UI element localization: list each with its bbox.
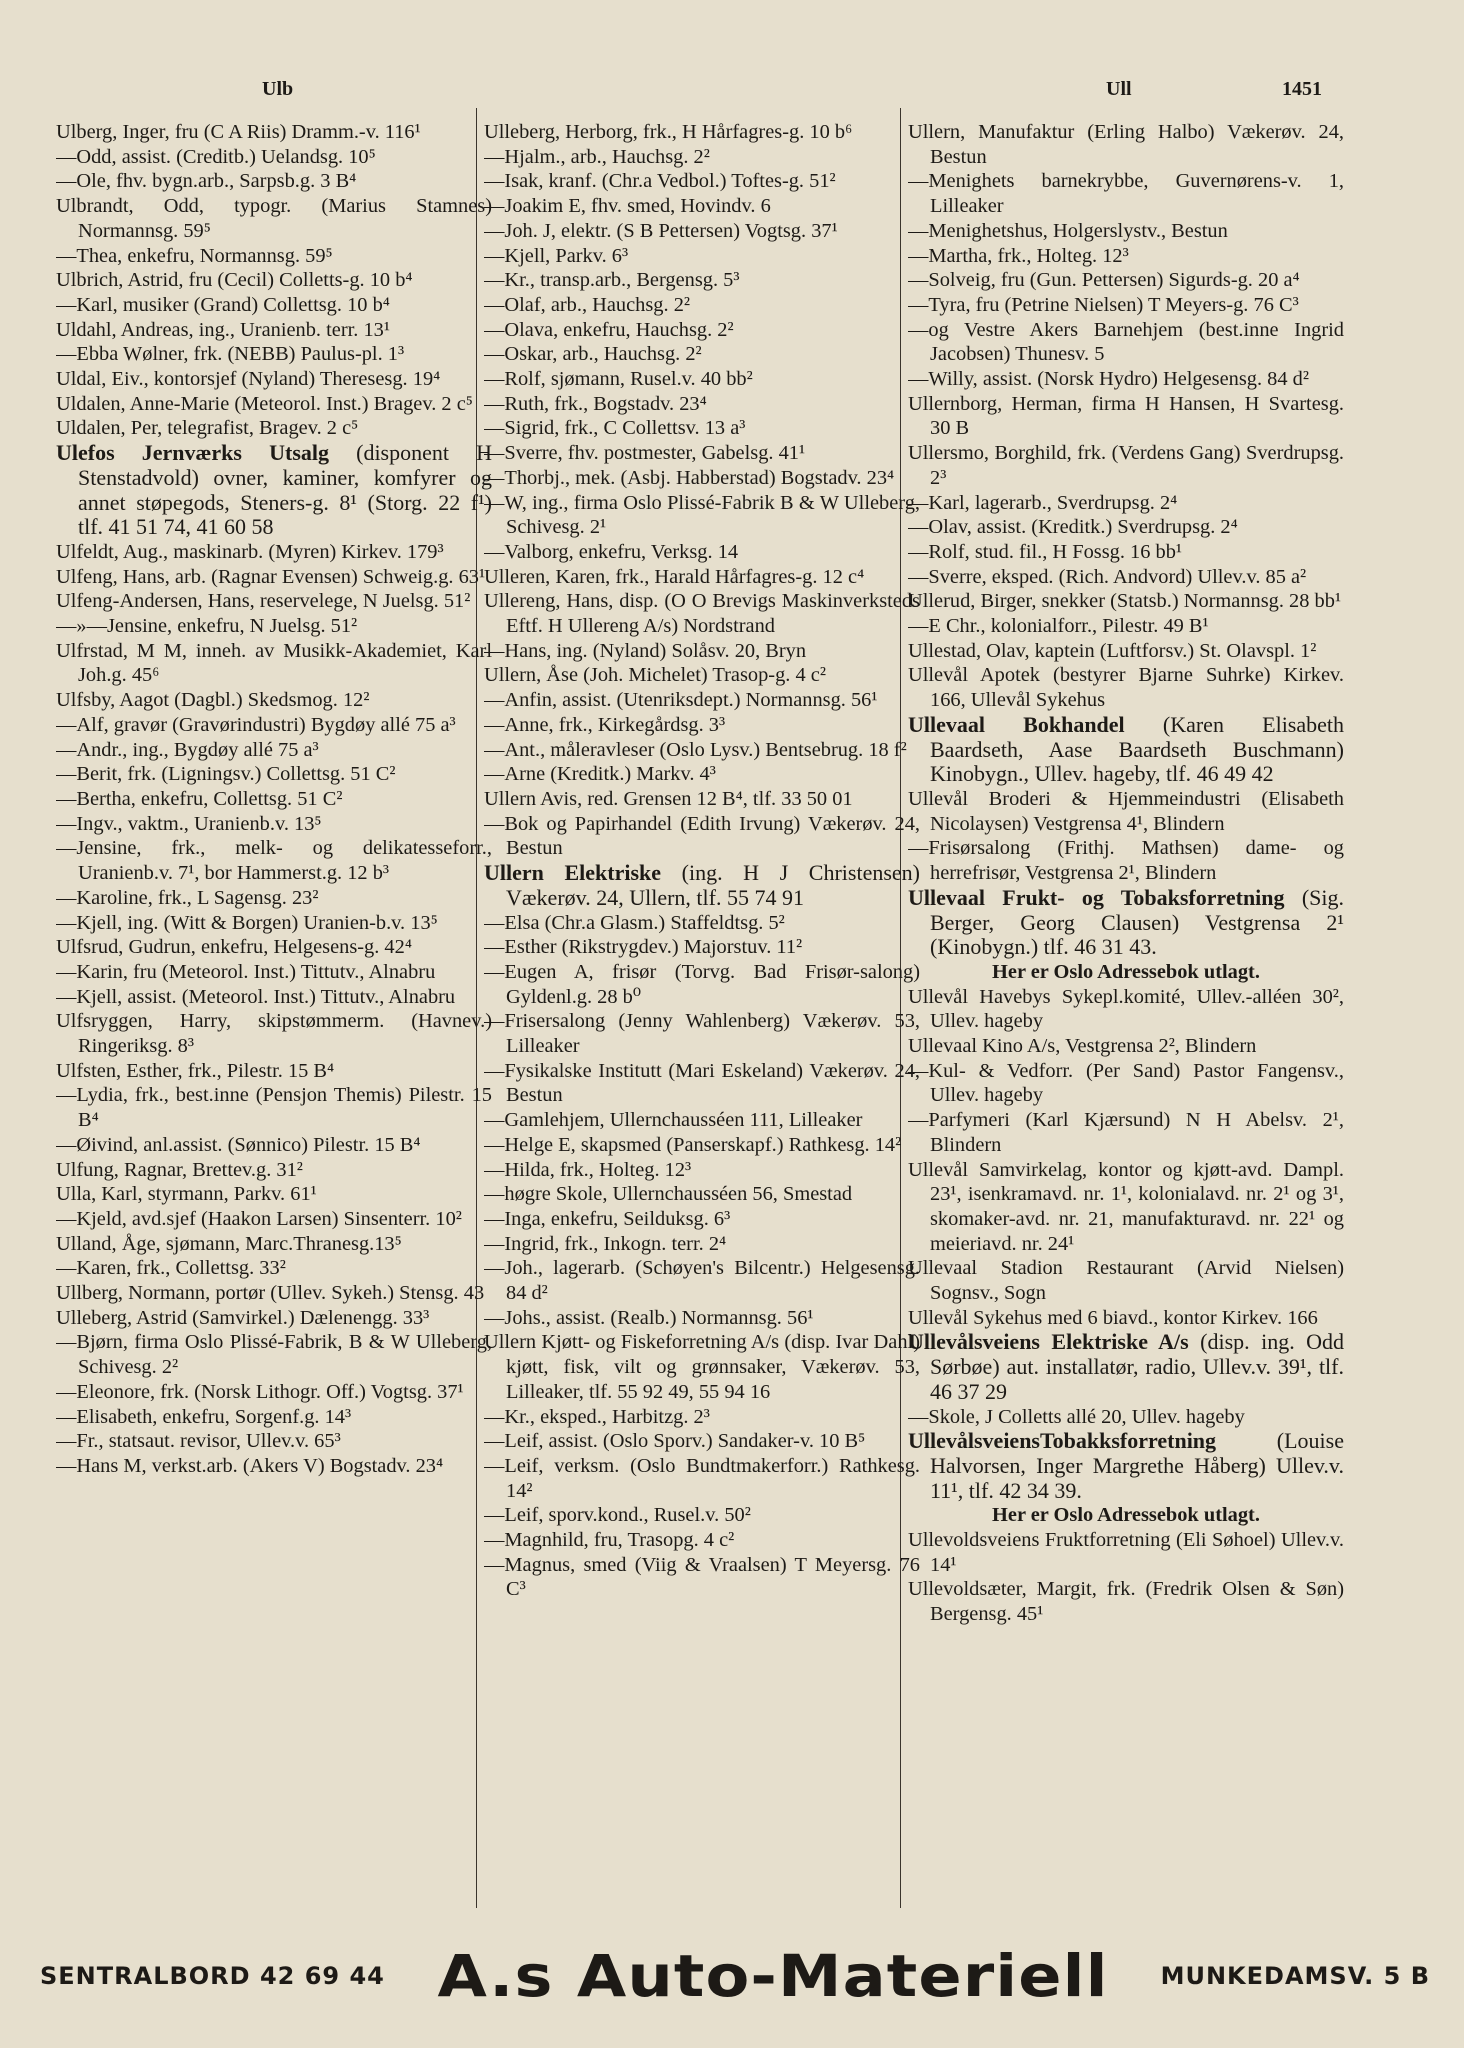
entry-text: —Andr., ing., Bygdøy allé 75 a³ <box>56 738 319 761</box>
entry-text: —Menighets barnekrybbe, Guvernørens-v. 1, Lilleaker <box>908 170 1344 218</box>
entry-text: Ulleberg, Herborg, frk., H Hårfagres-g. 10 b⁶ <box>484 121 853 143</box>
entry-text: Uldalen, Per, telegrafist, Bragev. 2 c⁵ <box>56 417 359 440</box>
directory-entry <box>56 762 492 787</box>
directory-entry <box>908 713 1344 787</box>
entry-text: —Elisabeth, enkefru, Sorgenf.g. 14³ <box>56 1405 352 1428</box>
directory-entry <box>908 244 1344 269</box>
entry-text: Ulland, Åge, sjømann, Marc.Thranesg.13⁵ <box>56 1232 402 1255</box>
entry-text: —Sverre, eksped. (Rich. Andvord) Ullev.v. 85 a² <box>908 565 1307 588</box>
directory-entry <box>484 169 920 194</box>
entry-text: —Anfin, assist. (Utenriksdept.) Normannsg. 56¹ <box>484 689 878 712</box>
directory-entry <box>484 1133 920 1158</box>
entry-text: (Louise Halvorsen, Inger Margrethe Håberg) Ullev.v. 11¹, tlf. 42 34 39. <box>930 1428 1344 1503</box>
entry-text: —Fysikalske Institutt (Mari Eskeland) Vækerøv. 24, Bestun <box>484 1059 920 1107</box>
entry-text: —Olava, enkefru, Hauchsg. 2² <box>484 318 734 341</box>
entry-text: Ulleren, Karen, frk., Harald Hårfagres-g. 12 c⁴ <box>484 565 865 588</box>
entry-text: —Kjeld, avd.sjef (Haakon Larsen) Sinsenterr. 10² <box>56 1207 462 1230</box>
directory-entry <box>56 1256 492 1281</box>
entry-text: Uldahl, Andreas, ing., Uranienb. terr. 13¹ <box>56 318 390 341</box>
directory-entry <box>56 1059 492 1084</box>
entry-text: —Jensine, frk., melk- og delikatesseforr., Uranienb.v. 7¹, bor Hammerst.g. 12 b³ <box>56 837 492 885</box>
directory-entry <box>484 244 920 269</box>
entry-text: Ulfeng-Andersen, Hans, reservelege, N Juelsg. 51² <box>56 590 471 613</box>
entry-text: —Bertha, enkefru, Collettsg. 51 C² <box>56 787 343 810</box>
directory-entry <box>484 1182 920 1207</box>
entry-text: Ullevål Apotek (bestyrer Bjarne Suhrke) Kirkev. 166, Ullevål Sykehus <box>908 664 1344 712</box>
directory-entry <box>484 1454 920 1503</box>
directory-entry <box>908 1034 1344 1059</box>
entry-text: —Menighetshus, Holgerslystv., Bestun <box>908 219 1228 242</box>
entry-text: —Valborg, enkefru, Verksg. 14 <box>484 540 739 563</box>
footer-address: MUNKEDAMSV. 5 B <box>1160 1962 1430 1990</box>
directory-entry <box>484 812 920 861</box>
entry-text: Ullern, Åse (Joh. Michelet) Trasop-g. 4 c² <box>484 664 826 687</box>
entry-text: —Solveig, fru (Gun. Pettersen) Sigurds-g. 20 a⁴ <box>908 269 1300 292</box>
directory-entry <box>484 787 920 812</box>
directory-entry <box>56 985 492 1010</box>
entry-name: Ullevaal Bokhandel <box>908 711 1125 737</box>
entry-text: —Karl, musiker (Grand) Collettsg. 10 b⁴ <box>56 293 390 316</box>
directory-entry <box>484 1158 920 1183</box>
entry-text: Ullevål Havebys Sykepl.komité, Ullev.-alléen 30², Ullev. hageby <box>908 985 1344 1033</box>
directory-entry <box>908 1108 1344 1157</box>
directory-entry <box>908 1158 1344 1257</box>
entry-text: —Thea, enkefru, Normannsg. 59⁵ <box>56 244 333 267</box>
entry-text: —Rolf, sjømann, Rusel.v. 40 bb² <box>484 368 753 391</box>
entry-text: —Skole, J Colletts allé 20, Ullev. hageby <box>908 1405 1245 1428</box>
directory-column-2 <box>484 120 920 1900</box>
entry-text: —Ingv., vaktm., Uranienb.v. 13⁵ <box>56 812 322 835</box>
directory-entry <box>908 960 1344 985</box>
entry-name: Ullevaal Frukt- og Tobaksforretning <box>908 884 1285 910</box>
entry-text: —Kr., eksped., Harbitzg. 2³ <box>484 1405 710 1428</box>
entry-text: —Martha, frk., Holteg. 12³ <box>908 244 1129 267</box>
directory-entry <box>908 589 1344 614</box>
directory-entry <box>908 219 1344 244</box>
entry-text: —Hans M, verkst.arb. (Akers V) Bogstadv. 23⁴ <box>56 1454 444 1477</box>
directory-entry <box>484 639 920 664</box>
entry-text: —Sigrid, frk., C Collettsv. 13 a³ <box>484 417 746 440</box>
entry-text: Uldalen, Anne-Marie (Meteorol. Inst.) Bragev. 2 c⁵ <box>56 392 473 415</box>
directory-entry <box>484 491 920 540</box>
directory-entry <box>484 145 920 170</box>
directory-entry <box>908 540 1344 565</box>
entry-text: Ullevaal Stadion Restaurant (Arvid Nielsen) Sognsv., Sogn <box>908 1257 1344 1305</box>
directory-entry <box>484 392 920 417</box>
directory-entry <box>56 194 492 243</box>
entry-text: —Joh., lagerarb. (Schøyen's Bilcentr.) Helgesensg. 84 d² <box>484 1257 920 1305</box>
entry-text: —Eleonore, frk. (Norsk Lithogr. Off.) Vogtsg. 37¹ <box>56 1380 464 1403</box>
directory-entry <box>908 1528 1344 1577</box>
directory-entry <box>56 145 492 170</box>
entry-text: —Parfymeri (Karl Kjærsund) N H Abelsv. 2¹, Blindern <box>908 1109 1344 1156</box>
directory-entry <box>56 639 492 688</box>
directory-entry <box>56 416 492 441</box>
entry-text: Ullberg, Normann, portør (Ullev. Sykeh.) Stensg. 43 <box>56 1282 485 1305</box>
directory-entry <box>56 441 492 540</box>
directory-entry <box>56 1429 492 1454</box>
directory-entry <box>56 1454 492 1479</box>
directory-entry <box>484 293 920 318</box>
entry-text: —Karen, frk., Collettsg. 33² <box>56 1257 286 1280</box>
directory-entry <box>908 1429 1344 1503</box>
directory-entry <box>484 1108 920 1133</box>
entry-text: —Oskar, arb., Hauchsg. 2² <box>484 343 702 366</box>
directory-entry <box>484 268 920 293</box>
entry-text: —Alf, gravør (Gravørindustri) Bygdøy allé 75 a³ <box>56 713 456 736</box>
entry-text: Ullereng, Hans, disp. (O O Brevigs Maskinverksteds Eftf. H Ullereng A/s) Nordstrand <box>484 590 920 638</box>
directory-entry <box>56 565 492 590</box>
directory-entry <box>908 639 1344 664</box>
entry-text: —Olaf, arb., Hauchsg. 2² <box>484 293 690 316</box>
directory-entry <box>484 1429 920 1454</box>
entry-text: Uldal, Eiv., kontorsjef (Nyland) Theresesg. 19⁴ <box>56 368 441 391</box>
entry-text: —Gamlehjem, Ullernchausséen 111, Lilleaker <box>484 1109 863 1132</box>
directory-entry <box>56 1232 492 1257</box>
entry-text: Ulfeldt, Aug., maskinarb. (Myren) Kirkev. 179³ <box>56 540 444 563</box>
entry-text: Ulfrstad, M M, inneh. av Musikk-Akademiet, Karl Joh.g. 45⁶ <box>56 639 492 687</box>
directory-entry <box>484 1553 920 1602</box>
directory-entry <box>484 688 920 713</box>
entry-text: —Thorbj., mek. (Asbj. Habberstad) Bogstadv. 23⁴ <box>484 466 895 489</box>
entry-text: Ullern, Manufaktur (Erling Halbo) Vækerøv. 24, Bestun <box>908 121 1344 168</box>
entry-text: —Hjalm., arb., Hauchsg. 2² <box>484 145 710 168</box>
entry-text: Ullernborg, Herman, firma H Hansen, H Svartesg. 30 B <box>908 392 1344 440</box>
entry-text: —Hans, ing. (Nyland) Solåsv. 20, Bryn <box>484 639 807 662</box>
entry-text: —Karoline, frk., L Sagensg. 23² <box>56 886 319 909</box>
entry-text: —Frisørsalong (Frithj. Mathsen) dame- og herrefrisør, Vestgrensa 2¹, Blindern <box>908 837 1344 885</box>
entry-text: —Joakim E, fhv. smed, Hovindv. 6 <box>484 195 771 218</box>
entry-text: —og Vestre Akers Barnehjem (best.inne Ingrid Jacobsen) Thunesv. 5 <box>908 318 1344 366</box>
directory-entry <box>56 688 492 713</box>
directory-entry <box>484 1306 920 1331</box>
entry-text: (disponent H Stenstadvold) ovner, kaminer, komfyrer og annet støpegods, Steners-g. 8¹ (Storg. 22 f¹) tlf. 41 51 74, 41 60 58 <box>78 440 492 540</box>
footer-phone: SENTRALBORD 42 69 44 <box>40 1962 385 1990</box>
entry-text: —Ant., måleravleser (Oslo Lysv.) Bentsebrug. 18 f² <box>484 738 907 761</box>
directory-entry <box>908 1503 1344 1528</box>
entry-text: Ullevål Samvirkelag, kontor og kjøtt-avd. Dampl. 23¹, isenkramavd. nr. 1¹, kolonialavd. nr. 2¹ og 3¹, skomaker-avd. nr. 21, manufakturavd. nr. 22¹ og meieriavd. nr. 24¹ <box>908 1158 1344 1255</box>
directory-entry <box>484 441 920 466</box>
header-right-keyword: Ull <box>1106 78 1132 100</box>
entry-text: —Karl, lagerarb., Sverdrupsg. 2⁴ <box>908 491 1178 514</box>
directory-entry <box>484 1503 920 1528</box>
entry-text: —Bok og Papirhandel (Edith Irvung) Vækerøv. 24, Bestun <box>484 812 920 860</box>
directory-entry <box>56 293 492 318</box>
directory-entry <box>56 589 492 614</box>
entry-text: —Tyra, fru (Petrine Nielsen) T Meyers-g. 76 C³ <box>908 293 1299 316</box>
directory-entry <box>484 1330 920 1404</box>
entry-text: Ulfsryggen, Harry, skipstømmerm. (Havnev.) Ringeriksg. 8³ <box>56 1010 492 1058</box>
directory-entry <box>484 1405 920 1430</box>
directory-entry <box>484 713 920 738</box>
entry-text: Her er Oslo Adressebok utlagt. <box>992 960 1260 983</box>
directory-entry <box>56 836 492 885</box>
directory-entry <box>908 491 1344 516</box>
directory-entry <box>484 416 920 441</box>
directory-entry <box>56 1380 492 1405</box>
entry-text: —Lydia, frk., best.inne (Pensjon Themis) Pilestr. 15 B⁴ <box>56 1084 492 1132</box>
directory-entry <box>908 663 1344 712</box>
directory-entry <box>484 1528 920 1553</box>
page-number: 1451 <box>1282 78 1322 100</box>
entry-text: —Hilda, frk., Holteg. 12³ <box>484 1158 692 1181</box>
footer-brand: A.s Auto-Materiell <box>437 1942 1109 2010</box>
directory-entry <box>484 466 920 491</box>
directory-entry <box>908 565 1344 590</box>
directory-entry <box>484 120 920 145</box>
entry-text: —W, ing., firma Oslo Plissé-Fabrik B & W Ulleberg, Schivesg. 2¹ <box>484 491 920 539</box>
entry-text: —Johs., assist. (Realb.) Normannsg. 56¹ <box>484 1306 814 1329</box>
entry-text: —Karin, fru (Meteorol. Inst.) Tittutv., Alnabru <box>56 960 436 983</box>
directory-entry <box>908 268 1344 293</box>
entry-name: Ulefos Jernværks Utsalg <box>56 440 329 466</box>
directory-entry <box>484 540 920 565</box>
entry-text: —Willy, assist. (Norsk Hydro) Helgesensg. 84 d² <box>908 368 1309 391</box>
directory-entry <box>908 787 1344 836</box>
directory-entry <box>484 1232 920 1257</box>
directory-entry <box>56 1158 492 1183</box>
entry-text: Ulberg, Inger, fru (C A Riis) Dramm.-v. 116¹ <box>56 121 421 143</box>
entry-text: Ullevoldsæter, Margit, frk. (Fredrik Olsen & Søn) Bergensg. 45¹ <box>908 1578 1344 1626</box>
entry-text: —Magnus, smed (Viig & Vraalsen) T Meyersg. 76 C³ <box>484 1553 920 1601</box>
directory-entry <box>56 268 492 293</box>
directory-entry <box>484 911 920 936</box>
entry-text: —»—Jensine, enkefru, N Juelsg. 51² <box>56 615 358 638</box>
directory-entry <box>56 1330 492 1379</box>
directory-entry <box>908 1256 1344 1305</box>
directory-entry <box>908 1577 1344 1626</box>
directory-entry <box>908 836 1344 885</box>
entry-text: Ullevål Broderi & Hjemmeindustri (Elisabeth Nicolaysen) Vestgrensa 4¹, Blindern <box>908 787 1344 835</box>
directory-entry <box>908 120 1344 169</box>
directory-entry <box>56 886 492 911</box>
entry-text: —Inga, enkefru, Seilduksg. 6³ <box>484 1207 731 1230</box>
directory-entry <box>908 1405 1344 1430</box>
entry-text: —Helge E, skapsmed (Panserskapf.) Rathkesg. 14² <box>484 1133 902 1156</box>
directory-entry <box>908 318 1344 367</box>
entry-text: —Leif, verksm. (Oslo Bundtmakerforr.) Rathkesg. 14² <box>484 1454 920 1502</box>
directory-entry <box>484 762 920 787</box>
entry-text: —Ebba Wølner, frk. (NEBB) Paulus-pl. 1³ <box>56 343 405 366</box>
directory-entry <box>908 1306 1344 1331</box>
entry-text: Ullevaal Kino A/s, Vestgrensa 2², Blindern <box>908 1035 1257 1058</box>
entry-name: Ullevålsveiens Elektriske A/s <box>908 1329 1189 1355</box>
entry-text: —Frisersalong (Jenny Wahlenberg) Vækerøv. 53, Lilleaker <box>484 1010 920 1058</box>
entry-text: —Berit, frk. (Ligningsv.) Collettsg. 51 C² <box>56 763 396 786</box>
entry-text: (disp. ing. Odd Sørbøe) aut. installatør, radio, Ullev.v. 39¹, tlf. 46 37 29 <box>930 1329 1344 1404</box>
directory-entry <box>484 960 920 1009</box>
entry-text: —Kul- & Vedforr. (Per Sand) Pastor Fangensv., Ullev. hageby <box>908 1059 1344 1107</box>
directory-entry <box>484 367 920 392</box>
entry-name: UllevålsveiensTobakksforretning <box>908 1428 1217 1454</box>
directory-entry <box>56 1182 492 1207</box>
directory-entry <box>484 1059 920 1108</box>
entry-text: —Kjell, assist. (Meteorol. Inst.) Tittutv., Alnabru <box>56 985 456 1008</box>
directory-entry <box>908 886 1344 960</box>
entry-text: —Eugen A, frisør (Torvg. Bad Frisør-salong) Gyldenl.g. 28 b⁰ <box>484 960 920 1008</box>
directory-entry <box>56 244 492 269</box>
directory-entry <box>908 1059 1344 1108</box>
directory-entry <box>56 392 492 417</box>
directory-entry <box>908 367 1344 392</box>
directory-entry <box>56 1281 492 1306</box>
directory-entry <box>484 342 920 367</box>
entry-text: Ulbrich, Astrid, fru (Cecil) Colletts-g. 10 b⁴ <box>56 269 413 292</box>
entry-text: —Kr., transp.arb., Bergensg. 5³ <box>484 269 740 292</box>
directory-entry <box>56 614 492 639</box>
directory-entry <box>484 1207 920 1232</box>
directory-entry <box>56 812 492 837</box>
entry-text: —Øivind, anl.assist. (Sønnico) Pilestr. 15 B⁴ <box>56 1133 421 1156</box>
directory-entry <box>484 194 920 219</box>
entry-text: Ullersmo, Borghild, frk. (Verdens Gang) Sverdrupsg. 2³ <box>908 442 1344 489</box>
entry-text: —Elsa (Chr.a Glasm.) Staffeldtsg. 5² <box>484 911 785 934</box>
entry-text: —høgre Skole, Ullernchausséen 56, Smestad <box>484 1183 853 1206</box>
entry-text: Ullern Kjøtt- og Fiskeforretning A/s (disp. Ivar Dahl) kjøtt, fisk, vilt og grønnsaker, Vækerøv. 53, Lilleaker, tlf. 55 92 49, 55 94 16 <box>484 1331 920 1403</box>
entry-text: —Anne, frk., Kirkegårdsg. 3³ <box>484 713 726 736</box>
entry-text: —E Chr., kolonialforr., Pilestr. 49 B¹ <box>908 615 1209 638</box>
entry-text: —Leif, sporv.kond., Rusel.v. 50² <box>484 1504 751 1527</box>
directory-entry <box>908 392 1344 441</box>
directory-entry <box>908 515 1344 540</box>
entry-text: Ullestad, Olav, kaptein (Luftforsv.) St. Olavspl. 1² <box>908 639 1317 662</box>
entry-text: —Odd, assist. (Creditb.) Uelandsg. 10⁵ <box>56 145 376 168</box>
entry-text: Ullern Avis, red. Grensen 12 B⁴, tlf. 33 50 01 <box>484 787 853 810</box>
directory-entry <box>908 614 1344 639</box>
directory-entry <box>56 935 492 960</box>
directory-entry <box>56 1133 492 1158</box>
directory-entry <box>484 589 920 638</box>
directory-entry <box>56 318 492 343</box>
entry-text: (ing. H J Christensen) Vækerøv. 24, Ullern, tlf. 55 74 91 <box>506 860 920 910</box>
directory-column-3 <box>908 120 1344 1900</box>
entry-text: —Isak, kranf. (Chr.a Vedbol.) Toftes-g. 51² <box>484 170 836 193</box>
directory-entry <box>484 663 920 688</box>
directory-entry <box>56 738 492 763</box>
entry-text: —Magnhild, fru, Trasopg. 4 c² <box>484 1529 735 1552</box>
directory-entry <box>56 960 492 985</box>
directory-entry <box>484 565 920 590</box>
directory-column-1 <box>56 120 492 1900</box>
directory-entry <box>908 169 1344 218</box>
entry-text: —Esther (Rikstrygdev.) Majorstuv. 11² <box>484 936 803 959</box>
entry-text: Ulfung, Ragnar, Brettev.g. 31² <box>56 1158 303 1181</box>
directory-entry <box>56 342 492 367</box>
directory-entry <box>484 738 920 763</box>
directory-entry <box>908 985 1344 1034</box>
entry-name: Ullern Elektriske <box>484 860 662 886</box>
entry-text: Ulleberg, Astrid (Samvirkel.) Dælenengg. 33³ <box>56 1306 430 1329</box>
entry-text: Ullevål Sykehus med 6 biavd., kontor Kirkev. 166 <box>908 1306 1318 1329</box>
directory-entry <box>484 861 920 910</box>
entry-text: Ulfsten, Esther, frk., Pilestr. 15 B⁴ <box>56 1059 335 1082</box>
entry-text: —Leif, assist. (Oslo Sporv.) Sandaker-v. 10 B⁵ <box>484 1430 866 1453</box>
entry-text: (Sig. Berger, Georg Clausen) Vestgrensa 2¹ (Kinobygn.) tlf. 46 31 43. <box>930 884 1344 960</box>
directory-entry <box>56 120 492 145</box>
entry-text: Ulbrandt, Odd, typogr. (Marius Stamnes) Normannsg. 59⁵ <box>56 195 492 242</box>
directory-entry <box>56 713 492 738</box>
header-left-keyword: Ulb <box>262 78 294 100</box>
entry-text: —Bjørn, firma Oslo Plissé-Fabrik, B & W Ulleberg, Schivesg. 2² <box>56 1331 492 1379</box>
directory-entry <box>56 169 492 194</box>
directory-entry <box>56 1207 492 1232</box>
entry-text: —Olav, assist. (Kreditk.) Sverdrupsg. 2⁴ <box>908 516 1238 539</box>
entry-text: Ullevoldsveiens Fruktforretning (Eli Søhoel) Ullev.v. 14¹ <box>908 1529 1344 1576</box>
entry-text: Ulfsby, Aagot (Dagbl.) Skedsmog. 12² <box>56 689 370 712</box>
entry-text: Ulfsrud, Gudrun, enkefru, Helgesens-g. 42⁴ <box>56 936 412 959</box>
directory-entry <box>56 1306 492 1331</box>
entry-text: Her er Oslo Adressebok utlagt. <box>992 1504 1260 1527</box>
entry-text: —Arne (Kreditk.) Markv. 4³ <box>484 763 716 786</box>
directory-entry <box>484 935 920 960</box>
directory-entry <box>908 293 1344 318</box>
entry-text: —Kjell, ing. (Witt & Borgen) Uranien-b.v. 13⁵ <box>56 911 438 934</box>
entry-text: —Joh. J, elektr. (S B Pettersen) Vogtsg. 37¹ <box>484 219 838 242</box>
directory-entry <box>56 911 492 936</box>
entry-text: —Rolf, stud. fil., H Fossg. 16 bb¹ <box>908 540 1183 563</box>
entry-text: —Ingrid, frk., Inkogn. terr. 2⁴ <box>484 1232 727 1255</box>
directory-entry <box>484 1009 920 1058</box>
entry-text: Ulfeng, Hans, arb. (Ragnar Evensen) Schweig.g. 63¹ <box>56 565 486 588</box>
entry-text: Ulla, Karl, styrmann, Parkv. 61¹ <box>56 1183 317 1206</box>
entry-text: —Fr., statsaut. revisor, Ullev.v. 65³ <box>56 1430 341 1453</box>
entry-text: (Karen Elisabeth Baardseth, Aase Baardseth Buschmann) Kinobygn., Ullev. hageby, tlf. 46 49 42 <box>930 711 1344 787</box>
directory-entry <box>56 1009 492 1058</box>
directory-entry <box>56 367 492 392</box>
directory-entry <box>484 219 920 244</box>
entry-text: —Ruth, frk., Bogstadv. 23⁴ <box>484 392 707 415</box>
directory-entry <box>56 1405 492 1430</box>
entry-text: Ullerud, Birger, snekker (Statsb.) Normannsg. 28 bb¹ <box>908 590 1342 613</box>
directory-entry <box>908 1330 1344 1404</box>
entry-text: —Kjell, Parkv. 6³ <box>484 244 629 267</box>
entry-text: —Sverre, fhv. postmester, Gabelsg. 41¹ <box>484 442 806 465</box>
entry-text: —Ole, fhv. bygn.arb., Sarpsb.g. 3 B⁴ <box>56 170 357 193</box>
directory-entry <box>56 1083 492 1132</box>
advertisement-footer <box>40 1940 1430 2012</box>
directory-entry <box>484 318 920 343</box>
directory-entry <box>56 540 492 565</box>
directory-entry <box>908 441 1344 490</box>
directory-entry <box>56 787 492 812</box>
directory-entry <box>484 1256 920 1305</box>
